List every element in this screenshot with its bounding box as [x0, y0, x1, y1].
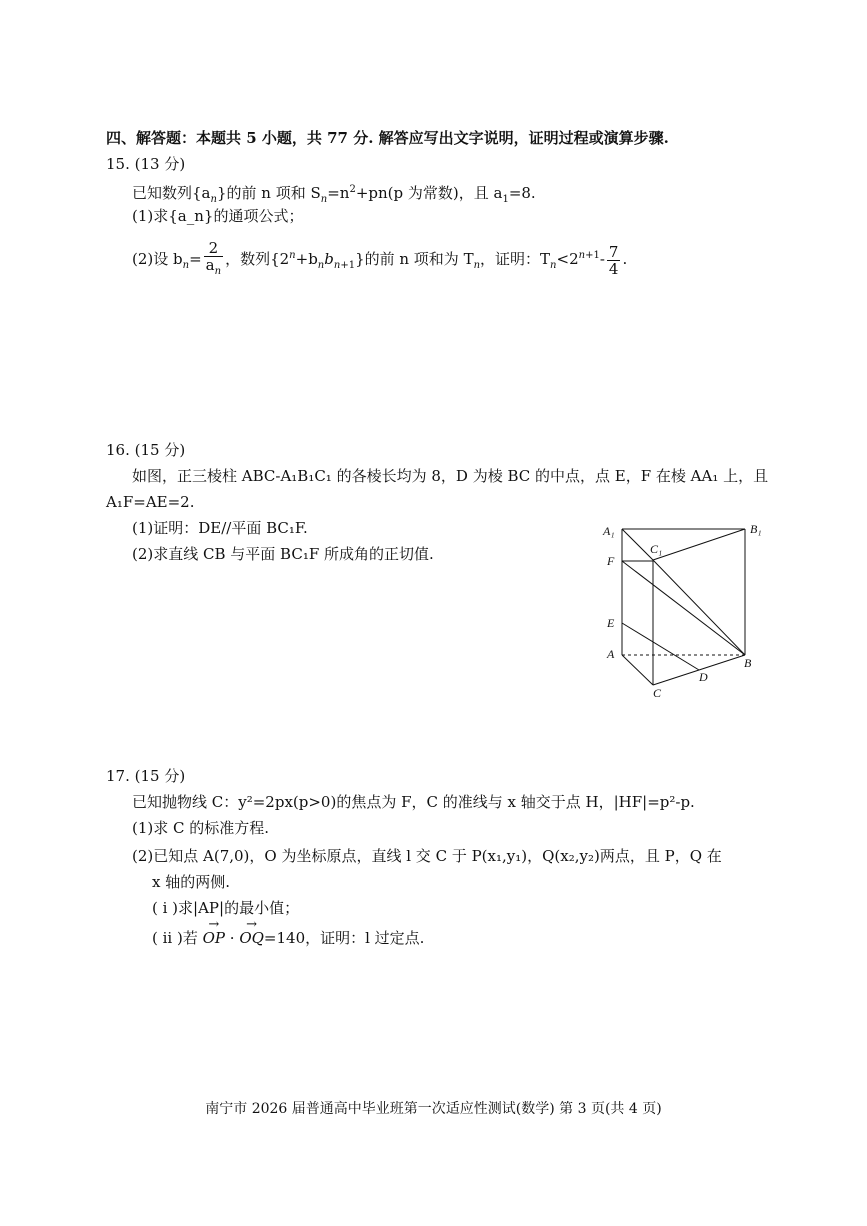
- q16-header: 16. (15 分): [106, 441, 186, 459]
- edge-a1c1: [622, 529, 653, 560]
- q15-part1: (1)求{a_n}的通项公式；: [132, 207, 304, 225]
- label-b: B: [744, 656, 752, 670]
- q16-part2: (2)求直线 CB 与平面 BC₁F 所成角的正切值.: [132, 545, 434, 563]
- q15-stem: 已知数列$\{a_n\}$的前 n 项和 $S_n=n^2+pn(p$ 为常数)，且 $a_1=8$.: [132, 184, 536, 205]
- q17-part2-line2: x 轴的两侧.: [152, 873, 230, 891]
- segment-ed: [622, 623, 699, 670]
- q17-stem: 已知抛物线 C：y²=2px(p>0)的焦点为 F，C 的准线与 x 轴交于点 H，|HF|=p²-p.: [132, 793, 695, 811]
- q17-part2-line1: (2)已知点 A(7,0)，O 为坐标原点，直线 l 交 C 于 P(x₁,y₁)，Q(x₂,y₂)两点，且 P，Q 在: [132, 847, 722, 865]
- q17-header: 17. (15 分): [106, 767, 186, 785]
- label-f: F: [607, 554, 615, 568]
- prism-figure: [595, 515, 775, 705]
- section-heading: 四、解答题：本题共 5 小题，共 77 分. 解答应写出文字说明，证明过程或演算步骤.: [106, 129, 669, 147]
- label-a1: A₁: [603, 524, 615, 538]
- vector-op: → OP: [203, 928, 225, 948]
- q15-part2: (2)设 $b_n=$ $\frac{2}{a_n}$ ，数列$\{2^n+b_nb_{n+1}\}$的前 n 项和为 $T_n$，证明：$T_n<2^{n+1}-$ $\frac{7}{4}$ .: [132, 240, 627, 280]
- segment-c1b: [653, 560, 745, 655]
- label-e: E: [607, 616, 615, 630]
- label-d: D: [699, 670, 708, 684]
- q17-part1: (1)求 C 的标准方程.: [132, 819, 270, 837]
- vector-oq: → OQ: [239, 928, 264, 948]
- edge-ac: [622, 655, 653, 685]
- label-c: C: [653, 686, 662, 700]
- q17-part2-i: ( i )求|AP|的最小值；: [152, 899, 300, 917]
- q17-part2-ii: ( ii )若 → OP · → OQ=140，证明：l 过定点.: [152, 928, 424, 948]
- label-b1: B₁: [750, 522, 762, 536]
- label-a: A: [607, 647, 615, 661]
- q16-part1: (1)证明：DE//平面 BC₁F.: [132, 519, 308, 537]
- q15-header: 15. (13 分): [106, 155, 186, 173]
- edge-c1b1: [653, 529, 745, 560]
- q16-stem-line2: A₁F=AE=2.: [106, 493, 195, 511]
- page-footer: 南宁市 2026 届普通高中毕业班第一次适应性测试(数学) 第 3 页(共 4 页): [205, 1101, 662, 1117]
- fraction-2-over-an: $\frac{2}{a_n}$: [205, 239, 222, 277]
- label-c1: C₁: [650, 542, 663, 556]
- fraction-7-over-4: $\frac{7}{4}$: [608, 242, 619, 278]
- segment-fb: [622, 561, 745, 655]
- q16-stem-line1: 如图，正三棱柱 ABC-A₁B₁C₁ 的各棱长均为 8，D 为棱 BC 的中点，点 E，F 在棱 AA₁ 上，且: [132, 467, 769, 485]
